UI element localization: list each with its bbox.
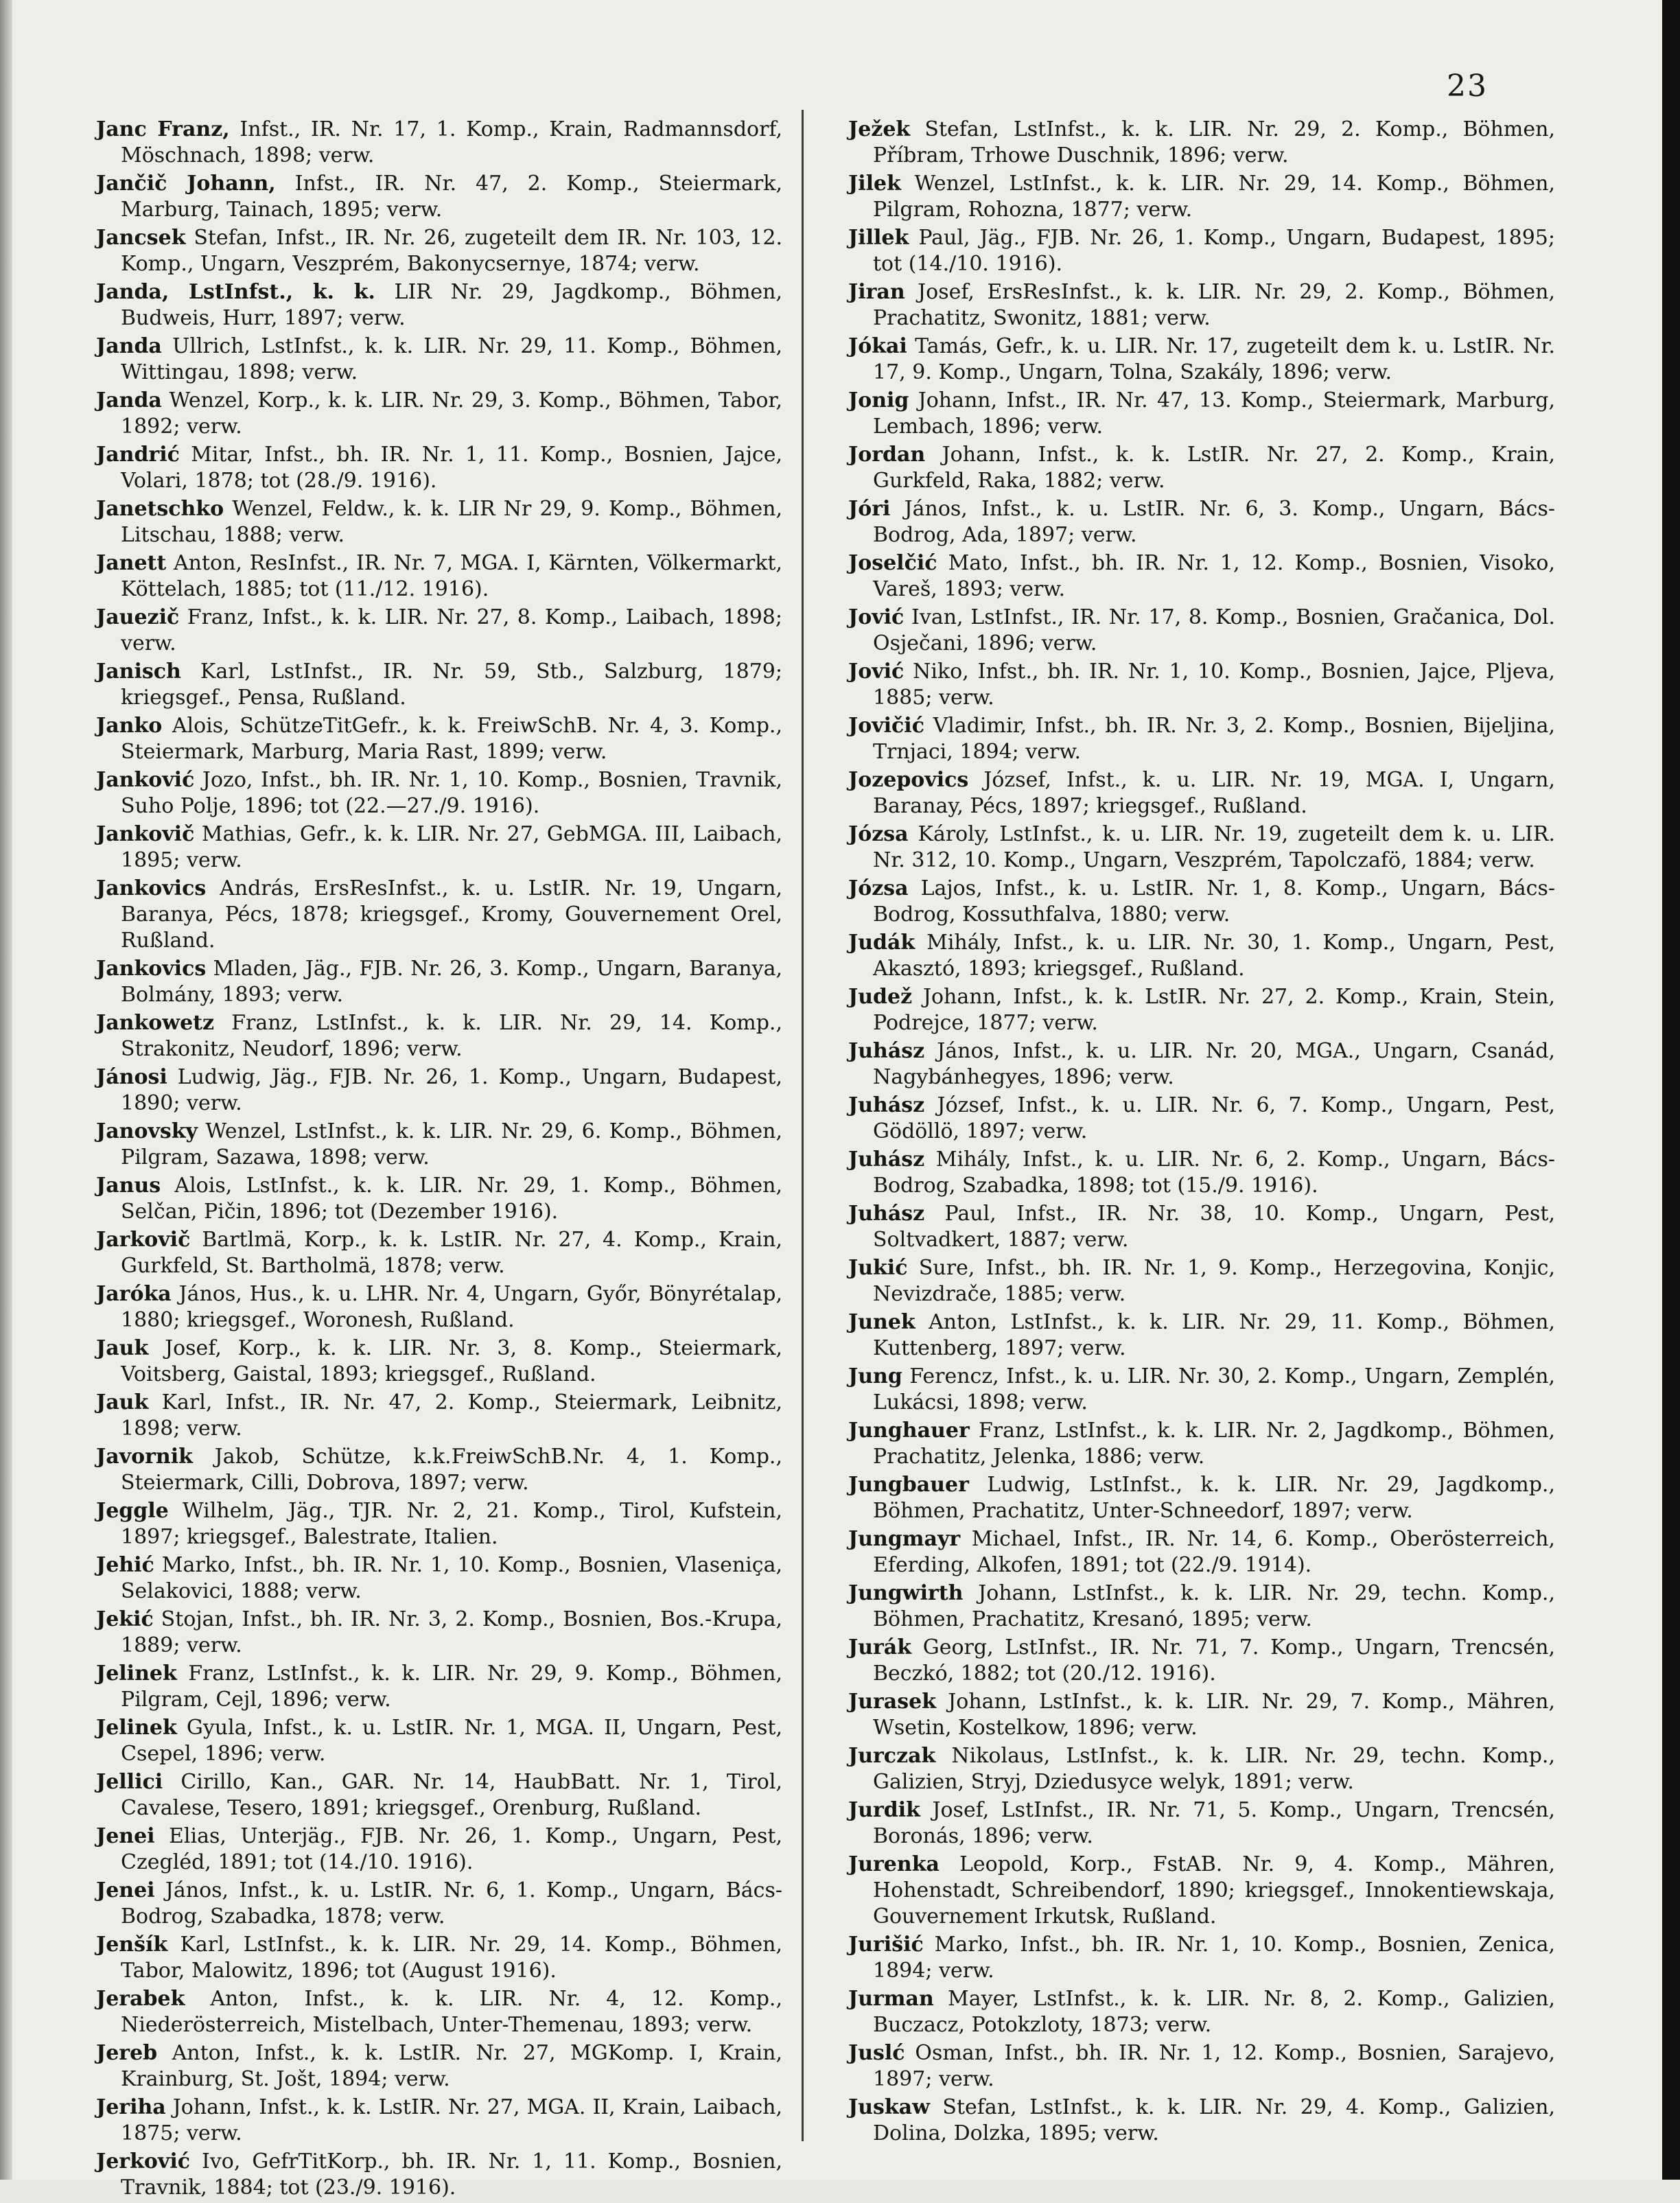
register-entry bbox=[848, 1309, 1555, 1362]
register-entry bbox=[96, 1444, 782, 1496]
entry-name: Jozepovics bbox=[848, 768, 969, 792]
entry-name: Jerković bbox=[96, 2149, 190, 2173]
entry-name: Judež bbox=[848, 985, 913, 1009]
entry-details: Karl, LstInfst., k. k. LIR. Nr. 29, 14. Komp., Böhmen, Tabor, Malowitz, 1896; tot (August 1916). bbox=[121, 1933, 782, 1983]
register-entry bbox=[96, 1878, 782, 1930]
entry-details: József, Infst., k. u. LIR. Nr. 6, 7. Komp., Ungarn, Pest, Gödöllö, 1897; verw. bbox=[873, 1093, 1555, 1143]
entry-details: Marko, Infst., bh. IR. Nr. 1, 10. Komp., Bosnien, Vlaseniça, Selakovici, 1888; verw. bbox=[121, 1553, 782, 1603]
register-entry bbox=[96, 1769, 782, 1821]
entry-name: Jellici bbox=[96, 1770, 163, 1794]
entry-name: Janc Franz, bbox=[96, 117, 230, 141]
entry-details: Infst., IR. Nr. 47, 2. Komp., Steiermark, Marburg, Tainach, 1895; verw. bbox=[121, 172, 782, 222]
register-entry bbox=[96, 1119, 782, 1171]
register-entry bbox=[96, 1281, 782, 1333]
entry-details: Lajos, Infst., k. u. LstIR. Nr. 1, 8. Komp., Ungarn, Bács-Bodrog, Kossuthfalva, 1880; verw. bbox=[873, 876, 1555, 926]
entry-details: Mihály, Infst., k. u. LIR. Nr. 6, 2. Komp., Ungarn, Bács-Bodrog, Szabadka, 1898; tot (15./9. 1916). bbox=[873, 1147, 1555, 1198]
register-entry bbox=[848, 1852, 1555, 1930]
entry-name: Javornik bbox=[96, 1445, 193, 1469]
entry-details: Ludwig, Jäg., FJB. Nr. 26, 1. Komp., Ungarn, Budapest, 1890; verw. bbox=[121, 1065, 782, 1115]
register-entry bbox=[96, 1823, 782, 1876]
register-entry bbox=[848, 1472, 1555, 1524]
register-entry bbox=[96, 1498, 782, 1550]
register-entry bbox=[848, 334, 1555, 386]
register-entry bbox=[848, 1255, 1555, 1307]
entry-name: Jilek bbox=[848, 172, 901, 196]
entry-name: Jereb bbox=[96, 2041, 158, 2065]
entry-name: Janda bbox=[96, 334, 162, 358]
entry-name: Janovsky bbox=[96, 1119, 198, 1143]
entry-name: Jelinek bbox=[96, 1662, 177, 1686]
entry-details: Johann, Infst., k. k. LstIR. Nr. 27, 2. Komp., Krain, Gurkfeld, Raka, 1882; verw. bbox=[873, 443, 1555, 493]
register-entry bbox=[848, 496, 1555, 548]
right-column bbox=[848, 117, 1555, 2149]
register-entry bbox=[96, 956, 782, 1008]
entry-details: Karl, LstInfst., IR. Nr. 59, Stb., Salzburg, 1879; kriegsgef., Pensa, Rußland. bbox=[121, 660, 782, 710]
entry-details: Wenzel, LstInfst., k. k. LIR. Nr. 29, 14. Komp., Böhmen, Pilgram, Rohozna, 1877; verw. bbox=[873, 172, 1555, 222]
entry-name: Jelinek bbox=[96, 1716, 177, 1740]
entry-name: Joselčić bbox=[848, 551, 937, 575]
entry-name: Jovičić bbox=[848, 714, 924, 738]
entry-details: János, Hus., k. u. LHR. Nr. 4, Ungarn, Győr, Bönyrétalap, 1880; kriegsgef., Woronesh, Rußland. bbox=[121, 1282, 782, 1332]
register-entry bbox=[848, 605, 1555, 657]
register-entry bbox=[96, 1227, 782, 1279]
register-entry bbox=[848, 1364, 1555, 1416]
entry-details: Josef, Korp., k. k. LIR. Nr. 3, 8. Komp., Steiermark, Voitsberg, Gaistal, 1893; kriegsgef., Rußland. bbox=[121, 1336, 782, 1386]
entry-name: Jenei bbox=[96, 1878, 155, 1902]
entry-name: Jenšík bbox=[96, 1933, 168, 1957]
entry-details: Johann, Infst., k. k. LstIR. Nr. 27, MGA. II, Krain, Laibach, 1875; verw. bbox=[121, 2095, 782, 2145]
register-entry bbox=[848, 388, 1555, 440]
register-entry bbox=[96, 659, 782, 711]
entry-details: Paul, Jäg., FJB. Nr. 26, 1. Komp., Ungarn, Budapest, 1895; tot (14./10. 1916). bbox=[873, 226, 1555, 276]
entry-details: Michael, Infst., IR. Nr. 14, 6. Komp., Oberösterreich, Eferding, Alkofen, 1891; tot (22./9. 1914). bbox=[873, 1527, 1555, 1577]
register-entry bbox=[96, 1715, 782, 1767]
register-entry bbox=[96, 2040, 782, 2093]
page-left-shadow bbox=[0, 0, 12, 2180]
entry-name: Jančič Johann, bbox=[96, 172, 276, 196]
entry-details: Wilhelm, Jäg., TJR. Nr. 2, 21. Komp., Tirol, Kufstein, 1897; kriegsgef., Balestrate, Italien. bbox=[121, 1499, 782, 1549]
register-entry bbox=[96, 550, 782, 603]
entry-details: Mato, Infst., bh. IR. Nr. 1, 12. Komp., Bosnien, Visoko, Vareš, 1893; verw. bbox=[873, 551, 1555, 601]
entry-details: Johann, Infst., IR. Nr. 47, 13. Komp., Steiermark, Marburg, Lembach, 1896; verw. bbox=[873, 388, 1555, 439]
entry-name: Ježek bbox=[848, 117, 911, 141]
register-entry bbox=[96, 1607, 782, 1659]
entry-name: Jarkovič bbox=[96, 1228, 191, 1252]
register-entry bbox=[848, 117, 1555, 169]
register-entry bbox=[96, 1390, 782, 1442]
register-entry bbox=[96, 1986, 782, 2038]
entry-details: Alois, LstInfst., k. k. LIR. Nr. 29, 1. Komp., Böhmen, Selčan, Pičin, 1896; tot (Dezember 1916). bbox=[121, 1174, 782, 1224]
entry-name: Janisch bbox=[96, 660, 181, 684]
entry-name: Jankowetz bbox=[96, 1011, 215, 1035]
entry-details: Karl, Infst., IR. Nr. 47, 2. Komp., Steiermark, Leibnitz, 1898; verw. bbox=[121, 1390, 782, 1441]
entry-name: Jókai bbox=[848, 334, 907, 358]
entry-details: Osman, Infst., bh. IR. Nr. 1, 12. Komp., Bosnien, Sarajevo, 1897; verw. bbox=[873, 2041, 1555, 2091]
register-entry bbox=[96, 605, 782, 657]
entry-name: Jurdik bbox=[848, 1798, 920, 1822]
entry-details: Mihály, Infst., k. u. LIR. Nr. 30, 1. Komp., Ungarn, Pest, Akasztó, 1893; kriegsgef., Rußland. bbox=[873, 931, 1555, 981]
entry-details: Mladen, Jäg., FJB. Nr. 26, 3. Komp., Ungarn, Baranya, Bolmány, 1893; verw. bbox=[121, 957, 782, 1007]
entry-name: Jurasek bbox=[848, 1690, 937, 1714]
entry-details: József, Infst., k. u. LIR. Nr. 19, MGA. I, Ungarn, Baranay, Pécs, 1897; kriegsgef., Rußland. bbox=[873, 768, 1555, 818]
entry-name: Jiran bbox=[848, 280, 905, 304]
entry-name: Janett bbox=[96, 551, 167, 575]
entry-name: Jillek bbox=[848, 226, 909, 250]
entry-details: Anton, LstInfst., k. k. LIR. Nr. 29, 11. Komp., Böhmen, Kuttenberg, 1897; verw. bbox=[873, 1310, 1555, 1360]
entry-details: Károly, LstInfst., k. u. LIR. Nr. 19, zugeteilt dem k. u. LIR. Nr. 312, 10. Komp., Ungarn, Veszprém, Tapolczafö, 1884; verw. bbox=[873, 822, 1555, 872]
entry-name: Janković bbox=[96, 768, 195, 792]
entry-details: Tamás, Gefr., k. u. LIR. Nr. 17, zugeteilt dem k. u. LstIR. Nr. 17, 9. Komp., Ungarn, Tolna, Szakály, 1896; verw. bbox=[873, 334, 1555, 384]
register-entry bbox=[96, 821, 782, 874]
entry-name: Jonig bbox=[848, 388, 909, 412]
left-column bbox=[96, 117, 782, 2203]
entry-name: Jurenka bbox=[848, 1852, 940, 1876]
entry-name: Jánosi bbox=[96, 1065, 167, 1089]
entry-details: Stefan, LstInfst., k. k. LIR. Nr. 29, 2. Komp., Böhmen, Příbram, Trhowe Duschnik, 1896; verw. bbox=[873, 117, 1555, 167]
entry-name: Jancsek bbox=[96, 226, 186, 250]
entry-details: Anton, Infst., k. k. LIR. Nr. 4, 12. Komp., Niederösterreich, Mistelbach, Unter-Themenau, 1893; verw. bbox=[121, 1987, 782, 2037]
register-entry bbox=[848, 1797, 1555, 1850]
register-entry bbox=[848, 767, 1555, 819]
entry-name: Jankovič bbox=[96, 822, 195, 846]
entry-name: Jekić bbox=[96, 1607, 154, 1631]
entry-name: Junek bbox=[848, 1310, 915, 1334]
register-entry bbox=[96, 279, 782, 331]
register-entry bbox=[96, 1173, 782, 1225]
register-entry bbox=[848, 984, 1555, 1036]
entry-name: Jauezič bbox=[96, 605, 180, 629]
register-entry bbox=[96, 171, 782, 223]
entry-name: Jung bbox=[848, 1364, 902, 1388]
register-entry bbox=[96, 388, 782, 440]
entry-name: Jungwirth bbox=[848, 1581, 964, 1605]
register-entry bbox=[848, 876, 1555, 928]
entry-name: Jankovics bbox=[96, 876, 207, 900]
register-entry bbox=[96, 2149, 782, 2201]
register-entry bbox=[848, 1201, 1555, 1253]
register-entry bbox=[96, 117, 782, 169]
entry-details: Franz, LstInfst., k. k. LIR. Nr. 29, 9. Komp., Böhmen, Pilgram, Cejl, 1896; verw. bbox=[121, 1662, 782, 1712]
register-entry bbox=[848, 1635, 1555, 1687]
entry-name: Juhász bbox=[848, 1039, 925, 1063]
entry-name: Jankovics bbox=[96, 957, 207, 981]
register-entry bbox=[848, 1581, 1555, 1633]
register-entry bbox=[848, 1147, 1555, 1199]
entry-details: Wenzel, Korp., k. k. LIR. Nr. 29, 3. Komp., Böhmen, Tabor, 1892; verw. bbox=[121, 388, 782, 439]
register-entry bbox=[848, 1932, 1555, 1984]
register-entry bbox=[848, 713, 1555, 765]
entry-name: Jandrić bbox=[96, 443, 180, 467]
entry-name: Janko bbox=[96, 714, 163, 738]
entry-details: Franz, Infst., k. k. LIR. Nr. 27, 8. Komp., Laibach, 1898; verw. bbox=[121, 605, 782, 655]
entry-details: Mayer, LstInfst., k. k. LIR. Nr. 8, 2. Komp., Galizien, Buczacz, Potokzloty, 1873; verw. bbox=[873, 1987, 1555, 2037]
entry-details: Nikolaus, LstInfst., k. k. LIR. Nr. 29, techn. Komp., Galizien, Stryj, Dziedusyce welyk, 1891; verw. bbox=[873, 1744, 1555, 1794]
entry-name: Jurák bbox=[848, 1635, 912, 1659]
register-entry bbox=[848, 1038, 1555, 1091]
entry-name: Jauk bbox=[96, 1336, 149, 1360]
entry-name: Jeggle bbox=[96, 1499, 169, 1523]
register-entry bbox=[96, 496, 782, 548]
register-entry bbox=[96, 1336, 782, 1388]
register-entry bbox=[96, 1552, 782, 1605]
register-entry bbox=[848, 659, 1555, 711]
entry-details: Jozo, Infst., bh. IR. Nr. 1, 10. Komp., Bosnien, Travnik, Suho Polje, 1896; tot (22.—27./9. 1916). bbox=[121, 768, 782, 818]
entry-details: Marko, Infst., bh. IR. Nr. 1, 10. Komp., Bosnien, Zenica, 1894; verw. bbox=[873, 1933, 1555, 1983]
column-divider bbox=[802, 110, 804, 2141]
entry-details: Alois, SchützeTitGefr., k. k. FreiwSchB. Nr. 4, 3. Komp., Steiermark, Marburg, Maria Rast, 1899; verw. bbox=[121, 714, 782, 764]
entry-details: Anton, Infst., k. k. LstIR. Nr. 27, MGKomp. I, Krain, Krainburg, St. Jošt, 1894; verw. bbox=[121, 2041, 782, 2091]
entry-name: Junghauer bbox=[848, 1419, 970, 1443]
entry-name: Jaróka bbox=[96, 1282, 172, 1306]
entry-name: Jović bbox=[848, 660, 905, 684]
entry-name: Janus bbox=[96, 1174, 161, 1198]
register-entry bbox=[96, 334, 782, 386]
entry-details: Ferencz, Infst., k. u. LIR. Nr. 30, 2. Komp., Ungarn, Zemplén, Lukácsi, 1898; verw. bbox=[873, 1364, 1555, 1414]
entry-name: Juhász bbox=[848, 1093, 925, 1117]
entry-name: Jehić bbox=[96, 1553, 154, 1577]
entry-name: Jurman bbox=[848, 1987, 934, 2011]
entry-name: Jauk bbox=[96, 1390, 149, 1414]
entry-details: János, Infst., k. u. LstIR. Nr. 6, 3. Komp., Ungarn, Bács-Bodrog, Ada, 1897; verw. bbox=[873, 497, 1555, 547]
entry-details: Georg, LstInfst., IR. Nr. 71, 7. Komp., Ungarn, Trencsén, Beczkó, 1882; tot (20./12. 1916). bbox=[873, 1635, 1555, 1686]
register-entry bbox=[848, 171, 1555, 223]
entry-details: Mitar, Infst., bh. IR. Nr. 1, 11. Komp., Bosnien, Jajce, Volari, 1878; tot (28./9. 1916). bbox=[121, 443, 782, 493]
entry-name: Józsa bbox=[848, 822, 909, 846]
register-entry bbox=[848, 2095, 1555, 2147]
register-entry bbox=[848, 225, 1555, 277]
entry-name: Juslć bbox=[848, 2041, 905, 2065]
entry-name: Jordan bbox=[848, 443, 926, 467]
entry-name: Jungmayr bbox=[848, 1527, 961, 1551]
entry-details: Ullrich, LstInfst., k. k. LIR. Nr. 29, 11. Komp., Böhmen, Wittingau, 1898; verw. bbox=[121, 334, 782, 384]
entry-name: Juskaw bbox=[848, 2095, 930, 2119]
page-right-edge bbox=[1662, 0, 1680, 2180]
entry-name: Jungbauer bbox=[848, 1473, 969, 1497]
entry-name: Juhász bbox=[848, 1202, 925, 1226]
register-entry bbox=[848, 821, 1555, 874]
entry-details: Stefan, Infst., IR. Nr. 26, zugeteilt dem IR. Nr. 103, 12. Komp., Ungarn, Veszprém, Bakonycsernye, 1874; verw. bbox=[121, 226, 782, 276]
entry-details: Ludwig, LstInfst., k. k. LIR. Nr. 29, Jagdkomp., Böhmen, Prachatitz, Unter-Schneedorf, 1897; verw. bbox=[873, 1473, 1555, 1523]
register-entry bbox=[96, 1010, 782, 1062]
entry-name: Janda bbox=[96, 388, 162, 412]
entry-name: Janda, LstInfst., k. k. bbox=[96, 280, 375, 304]
register-entry bbox=[96, 767, 782, 819]
entry-name: Juhász bbox=[848, 1147, 925, 1172]
register-entry bbox=[96, 442, 782, 494]
register-entry bbox=[96, 713, 782, 765]
entry-details: Ivo, GefrTitKorp., bh. IR. Nr. 1, 11. Komp., Bosnien, Travnik, 1884; tot (23./9. 1916). bbox=[121, 2149, 782, 2200]
entry-details: Elias, Unterjäg., FJB. Nr. 26, 1. Komp., Ungarn, Pest, Czegléd, 1891; tot (14./10. 1916). bbox=[121, 1824, 782, 1874]
register-entry bbox=[848, 442, 1555, 494]
entry-name: Józsa bbox=[848, 876, 909, 900]
register-entry bbox=[848, 550, 1555, 603]
entry-name: Jóri bbox=[848, 497, 891, 521]
entry-details: Leopold, Korp., FstAB. Nr. 9, 4. Komp., Mähren, Hohenstadt, Schreibendorf, 1890; kriegsgef., Innokentiewskaja, Gouvernement Irkutsk, Rußland. bbox=[873, 1852, 1555, 1928]
register-entry bbox=[848, 930, 1555, 982]
register-entry bbox=[848, 1418, 1555, 1470]
register-entry bbox=[848, 1986, 1555, 2038]
register-entry bbox=[96, 876, 782, 954]
entry-details: János, Infst., k. u. LstIR. Nr. 6, 1. Komp., Ungarn, Bács-Bodrog, Szabadka, 1878; verw. bbox=[121, 1878, 782, 1928]
entry-name: Jović bbox=[848, 605, 905, 629]
entry-name: Jerabek bbox=[96, 1987, 185, 2011]
register-entry bbox=[96, 1064, 782, 1117]
entry-details: Franz, LstInfst., k. k. LIR. Nr. 29, 14. Komp., Strakonitz, Neudorf, 1896; verw. bbox=[121, 1011, 782, 1061]
register-entry bbox=[848, 2040, 1555, 2093]
entry-name: Judák bbox=[848, 931, 915, 955]
entry-name: Jurišić bbox=[848, 1933, 924, 1957]
register-entry bbox=[96, 1932, 782, 1984]
register-entry bbox=[848, 279, 1555, 331]
register-entry bbox=[848, 1526, 1555, 1578]
entry-name: Jeriha bbox=[96, 2095, 166, 2119]
register-entry bbox=[848, 1689, 1555, 1741]
entry-details: Stojan, Infst., bh. IR. Nr. 3, 2. Komp., Bosnien, Bos.-Krupa, 1889; verw. bbox=[121, 1607, 782, 1657]
entry-details: Mathias, Gefr., k. k. LIR. Nr. 27, GebMGA. III, Laibach, 1895; verw. bbox=[121, 822, 782, 872]
entry-details: János, Infst., k. u. LIR. Nr. 20, MGA., Ungarn, Csanád, Nagybánhegyes, 1896; verw. bbox=[873, 1039, 1555, 1089]
entry-details: Niko, Infst., bh. IR. Nr. 1, 10. Komp., Bosnien, Jajce, Pljeva, 1885; verw. bbox=[873, 660, 1555, 710]
entry-details: Johann, LstInfst., k. k. LIR. Nr. 29, 7. Komp., Mähren, Wsetin, Kostelkow, 1896; verw. bbox=[873, 1690, 1555, 1740]
entry-details: Wenzel, Feldw., k. k. LIR Nr 29, 9. Komp., Böhmen, Litschau, 1888; verw. bbox=[121, 497, 782, 547]
entry-details: Josef, ErsResInfst., k. k. LIR. Nr. 29, 2. Komp., Böhmen, Prachatitz, Swonitz, 1881; verw. bbox=[873, 280, 1555, 330]
entry-details: Gyula, Infst., k. u. LstIR. Nr. 1, MGA. II, Ungarn, Pest, Csepel, 1896; verw. bbox=[121, 1716, 782, 1766]
register-entry bbox=[848, 1093, 1555, 1145]
entry-details: Jakob, Schütze, k.k.FreiwSchB.Nr. 4, 1. Komp., Steiermark, Cilli, Dobrova, 1897; verw. bbox=[121, 1445, 782, 1495]
entry-details: Paul, Infst., IR. Nr. 38, 10. Komp., Ungarn, Pest, Soltvadkert, 1887; verw. bbox=[873, 1202, 1555, 1252]
entry-details: Ivan, LstInfst., IR. Nr. 17, 8. Komp., Bosnien, Gračanica, Dol. Osječani, 1896; verw. bbox=[873, 605, 1555, 655]
entry-details: Anton, ResInfst., IR. Nr. 7, MGA. I, Kärnten, Völkermarkt, Köttelach, 1885; tot (11./12. 1916). bbox=[121, 551, 782, 601]
entry-name: Jenei bbox=[96, 1824, 155, 1848]
register-entry bbox=[848, 1743, 1555, 1795]
register-entry bbox=[96, 225, 782, 277]
entry-details: Josef, LstInfst., IR. Nr. 71, 5. Komp., Ungarn, Trencsén, Boronás, 1896; verw. bbox=[873, 1798, 1555, 1848]
entry-details: Franz, LstInfst., k. k. LIR. Nr. 2, Jagdkomp., Böhmen, Prachatitz, Jelenka, 1886; verw. bbox=[873, 1419, 1555, 1469]
entry-details: Vladimir, Infst., bh. IR. Nr. 3, 2. Komp., Bosnien, Bijeljina, Trnjaci, 1894; verw. bbox=[873, 714, 1555, 764]
entry-details: Infst., IR. Nr. 17, 1. Komp., Krain, Radmannsdorf, Möschnach, 1898; verw. bbox=[121, 117, 783, 167]
entry-details: Wenzel, LstInfst., k. k. LIR. Nr. 29, 6. Komp., Böhmen, Pilgram, Sazawa, 1898; verw. bbox=[121, 1119, 782, 1169]
page-number: 23 bbox=[1447, 69, 1488, 104]
entry-details: András, ErsResInfst., k. u. LstIR. Nr. 19, Ungarn, Baranya, Pécs, 1878; kriegsgef., Kromy, Gouvernement Orel, Rußland. bbox=[121, 876, 782, 953]
entry-details: Cirillo, Kan., GAR. Nr. 14, HaubBatt. Nr. 1, Tirol, Cavalese, Tesero, 1891; kriegsgef., Orenburg, Rußland. bbox=[121, 1770, 782, 1820]
entry-name: Jurczak bbox=[848, 1744, 936, 1768]
entry-details: Sure, Infst., bh. IR. Nr. 1, 9. Komp., Herzegovina, Konjic, Nevizdrače, 1885; verw. bbox=[873, 1256, 1555, 1306]
entry-details: Stefan, LstInfst., k. k. LIR. Nr. 29, 4. Komp., Galizien, Dolina, Dolzka, 1895; verw. bbox=[873, 2095, 1555, 2145]
entry-details: LIR Nr. 29, Jagdkomp., Böhmen, Budweis, Hurr, 1897; verw. bbox=[121, 280, 783, 330]
register-entry bbox=[96, 1661, 782, 1713]
entry-details: Johann, Infst., k. k. LstIR. Nr. 27, 2. Komp., Krain, Stein, Podrejce, 1877; verw. bbox=[873, 985, 1555, 1035]
entry-name: Jukić bbox=[848, 1256, 908, 1280]
entry-name: Janetschko bbox=[96, 497, 224, 521]
register-entry bbox=[96, 2095, 782, 2147]
entry-details: Johann, LstInfst., k. k. LIR. Nr. 29, techn. Komp., Böhmen, Prachatitz, Kresanó, 1895; verw. bbox=[873, 1581, 1555, 1631]
entry-details: Bartlmä, Korp., k. k. LstIR. Nr. 27, 4. Komp., Krain, Gurkfeld, St. Bartholmä, 1878; verw. bbox=[121, 1228, 782, 1278]
